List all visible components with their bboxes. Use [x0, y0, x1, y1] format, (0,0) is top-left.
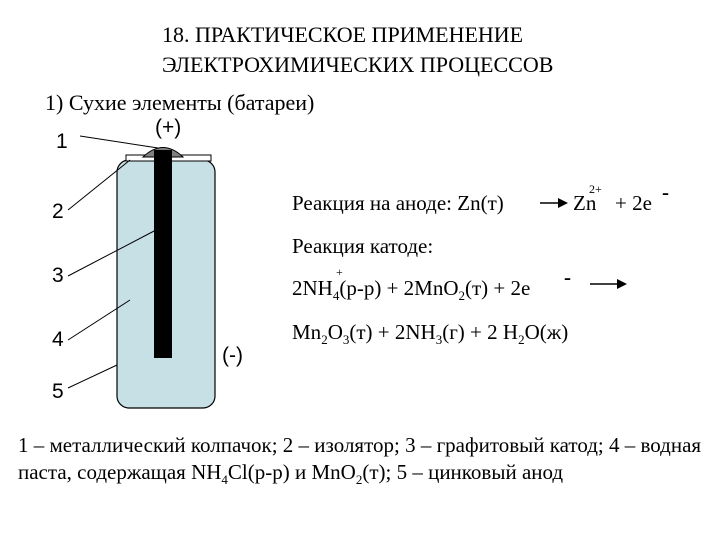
minus-label: (-) [222, 344, 243, 367]
anode-reaction-prefix: Реакция на аноде: Zn(т) [292, 191, 504, 215]
anode-electron-sign: - [662, 180, 669, 204]
cathode-title: Реакция катоде: [292, 234, 434, 258]
cathode-electron-sign: - [564, 265, 571, 289]
leader-line-1 [80, 136, 158, 148]
label-4: 4 [52, 328, 64, 351]
ammonium-charge: + [336, 265, 343, 279]
arrow-cathode-head [617, 279, 627, 289]
plus-label: (+) [155, 116, 182, 139]
anode-electrons: + 2e [615, 191, 652, 215]
cathode-reaction-line-1: $2NH_4(р-р) + 2MnO_2(т) + 2e$ [292, 276, 531, 304]
title-line-1: 18. ПРАКТИЧЕСКОЕ ПРИМЕНЕНИЕ [162, 22, 524, 47]
label-3: 3 [52, 264, 64, 287]
legend-caption: 1 – металлический колпачок; 2 – изолятор; 3 – графитовый катод; 4 – водная паста, содержащая $NH_4Cl(р-р)$ и MnO$_2$(т); 5 – цинковый анод [18, 433, 702, 488]
subtitle: 1) Сухие элементы (батареи) [45, 90, 315, 115]
title-line-2: ЭЛЕКТРОХИМИЧЕСКИХ ПРОЦЕССОВ [162, 52, 554, 77]
graphite-rod [154, 150, 172, 358]
cathode-reaction-line-2: $Mn_2O_3(т) + 2NH_3(г) + 2$ $H_2O(ж)$ [292, 320, 569, 348]
label-2: 2 [52, 200, 64, 223]
leader-line-5 [68, 365, 117, 388]
label-5: 5 [52, 380, 64, 403]
anode-charge: 2+ [589, 182, 602, 196]
arrow-anode-head [558, 198, 568, 208]
anode-product: Zn [573, 191, 597, 215]
label-1: 1 [56, 130, 68, 153]
